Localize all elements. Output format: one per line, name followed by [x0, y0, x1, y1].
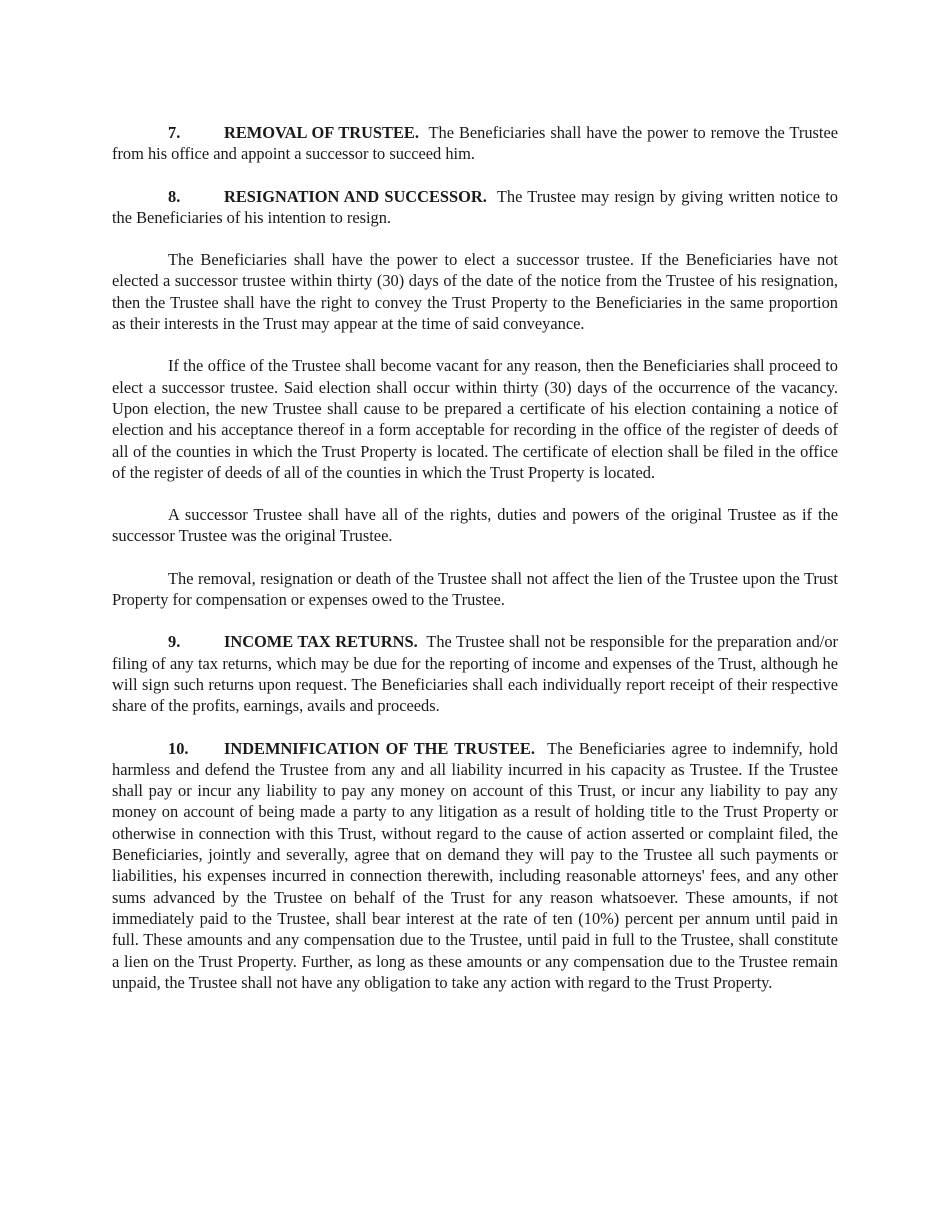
body-paragraph: The Beneficiaries shall have the power to elect a successor trustee. If the Beneficiaries have not elected a successor trustee within thirty (30) days of the date of the notice from the Trustee of his resignation, then the Trustee shall have the right to convey the Trust Property to the Beneficiaries in the same proportion as their interests in the Trust may appear at the time of said conveyance.: [112, 250, 838, 334]
section-heading: REMOVAL OF TRUSTEE.: [224, 123, 419, 142]
body-paragraph: A successor Trustee shall have all of the rights, duties and powers of the original Trustee as if the successor Trustee was the original Trustee.: [112, 505, 838, 546]
section-heading: INCOME TAX RETURNS.: [224, 632, 418, 652]
section-number: 8.: [168, 186, 181, 206]
section-heading: INDEMNIFICATION OF THE TRUSTEE.: [224, 738, 535, 758]
section-text: The Beneficiaries shall have the power to remove the Trustee from his office and appoint a successor to succeed him.: [112, 123, 839, 164]
section-7: [112, 122, 838, 165]
body-paragraph: If the office of the Trustee shall become vacant for any reason, then the Beneficiaries shall proceed to elect a successor trustee. Said election shall occur within thirty (30) days of the occurrence of the vacancy. Upon election, the new Trustee shall cause to be prepared a certificate of his election containing a notice of election and his acceptance thereof in a form acceptable for recording in the office of the register of deeds of all of the counties in which the Trust Property is located. The certificate of election shall be filed in the office of the register of deeds of all of the counties in which the Trust Property is located.: [112, 356, 838, 482]
section-text: The Trustee may resign by giving written notice to the Beneficiaries of his intention to resign.: [112, 186, 838, 227]
section-heading: RESIGNATION AND SUCCESSOR.: [224, 186, 487, 206]
section-text: The Beneficiaries agree to indemnify, hold harmless and defend the Trustee from any and all liability incurred in his capacity as Trustee. If the Trustee shall pay or incur any liability to pay any money on account of this Trust, or incur any liability to pay any money on account of being made a party to any litigation as a result of holding title to the Trust Property or otherwise in connection with this Trust, without regard to the cause of action asserted or complaint filed, the Beneficiaries, jointly and severally, agree that on demand they will pay to the Trustee all such payments or liabilities, his expenses incurred in connection therewith, including reasonable attorneys' fees, and any other sums advanced by the Trustee on behalf of the Trust for any reason whatsoever. These amounts, if not immediately paid to the Trustee, shall bear interest at the rate of ten (10%) percent per annum until paid in full. These amounts and any compensation due to the Trustee, until paid in full to the Trustee, shall constitute a lien on the Trust Property. Further, as long as these amounts or any compensation due to the Trustee remain unpaid, the Trustee shall not have any obligation to take any action with regard to the Trust Property.: [112, 738, 839, 992]
section-text: The Trustee shall not be responsible for the preparation and/or filing of any tax returns, which may be due for the reporting of income and expenses of the Trust, although he will sign such returns upon request. The Beneficiaries shall each individually report receipt of their respective share of the profits, earnings, avails and proceeds.: [112, 632, 838, 716]
section-number: 10.: [168, 738, 189, 758]
body-paragraph: The removal, resignation or death of the Trustee shall not affect the lien of the Trustee upon the Trust Property for compensation or expenses owed to the Trustee.: [112, 568, 838, 610]
section-8: [112, 186, 838, 229]
section-10: [112, 738, 838, 994]
section-number: 7.: [168, 123, 181, 142]
section-number: 9.: [168, 632, 181, 652]
section-9: [112, 631, 838, 716]
document-page: [112, 122, 838, 993]
